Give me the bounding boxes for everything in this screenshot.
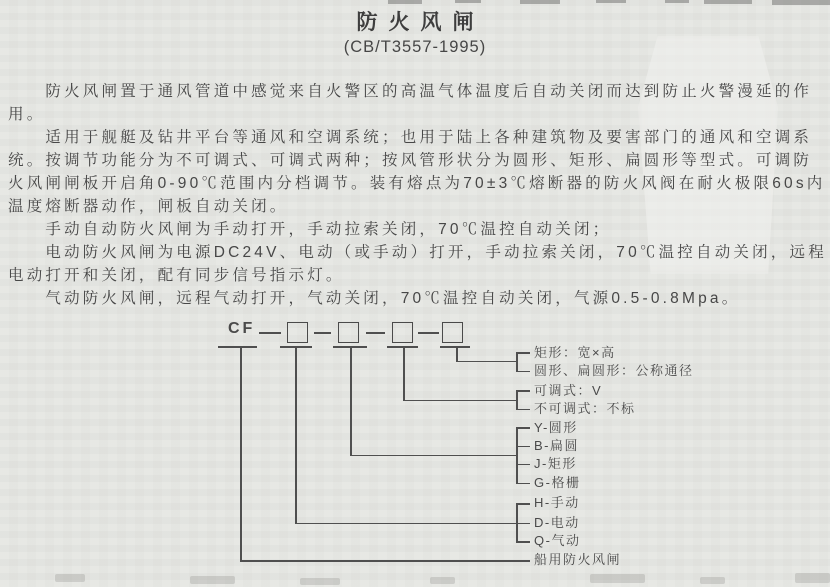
bracket-tick xyxy=(516,523,530,525)
code-box-1 xyxy=(287,322,308,343)
scan-artifact xyxy=(520,0,560,4)
diagram-label-adjustable: 可调式：V xyxy=(534,383,603,398)
connector-horizontal-1 xyxy=(295,523,517,525)
connector-vertical-3 xyxy=(403,346,405,401)
body-line: 温度熔断器动作，闸板自动关闭。 xyxy=(8,198,289,215)
body-text xyxy=(8,80,826,310)
code-dash xyxy=(314,332,331,334)
scan-artifact xyxy=(590,574,645,583)
scan-artifact xyxy=(55,574,85,582)
scan-artifact xyxy=(704,0,752,4)
doc-title: 防火风闸 xyxy=(356,11,485,34)
body-line: 手动自动防火风闸为手动打开，手动拉索关闭，70℃温控自动关闭； xyxy=(8,221,612,238)
body-line: 适用于舰艇及钻井平台等通风和空调系统；也用于陆上各种建筑物及要害部门的通风和空调系 xyxy=(8,129,813,146)
connector-horizontal-3 xyxy=(403,400,517,402)
code-box-3 xyxy=(392,322,413,343)
scan-artifact xyxy=(772,0,830,5)
code-underline xyxy=(218,346,257,348)
scan-artifact xyxy=(300,578,340,585)
scan-artifact xyxy=(700,577,725,584)
scan-artifact xyxy=(190,576,235,584)
bracket-tick xyxy=(516,371,530,373)
body-line: 气动防火风闸，远程气动打开，气动关闭，70℃温控自动关闭，气源0.5-0.8Mpa。 xyxy=(8,290,741,307)
bracket-tick xyxy=(516,390,530,392)
diagram-label-shape-y: Y-圆形 xyxy=(534,420,578,435)
diagram-label-actuation-q: Q-气动 xyxy=(534,533,581,548)
diagram-label-shape-b: B-扁圆 xyxy=(534,438,580,453)
connector-vertical-2 xyxy=(350,346,352,455)
doc-standard-number: (CB/T3557-1995) xyxy=(343,38,487,56)
diagram-label-shape-g: G-格栅 xyxy=(534,475,581,490)
bracket-tick xyxy=(516,541,530,543)
bracket-tick xyxy=(516,464,530,466)
diagram-label-shape-j: J-矩形 xyxy=(534,456,577,471)
code-dash xyxy=(259,332,281,334)
model-code-prefix: CF xyxy=(228,320,256,337)
bracket-tick xyxy=(516,427,530,429)
diagram-label-product-name: 船用防火风闸 xyxy=(534,552,622,567)
scan-artifact xyxy=(596,0,626,3)
code-underline xyxy=(440,346,470,348)
bracket-tick xyxy=(516,352,530,354)
bracket-tick xyxy=(516,483,530,485)
body-line: 电动打开和关闭，配有同步信号指示灯。 xyxy=(8,267,345,284)
bracket-shape xyxy=(516,427,518,484)
diagram-label-rect-dims: 矩形：宽×高 xyxy=(534,345,616,360)
connector-vertical-cf xyxy=(240,346,242,561)
connector-horizontal-4 xyxy=(456,361,517,363)
bracket-tick xyxy=(516,446,530,448)
body-line: 统。按调节功能分为不可调式、可调式两种；按风管形状分为圆形、矩形、扁圆形等型式。可调防 xyxy=(8,152,813,169)
code-dash xyxy=(418,332,439,334)
bracket-tick xyxy=(516,503,530,505)
scan-artifact xyxy=(665,0,689,3)
body-line: 防火风闸置于通风管道中感觉来自火警区的高温气体温度后自动关闭而达到防止火警漫延的作 xyxy=(8,83,813,100)
scan-artifact xyxy=(388,0,422,4)
scan-artifact xyxy=(430,577,455,584)
diagram-label-nonadjustable: 不可调式：不标 xyxy=(534,401,636,416)
connector-horizontal-2 xyxy=(350,455,517,457)
diagram-label-actuation-h: H-手动 xyxy=(534,495,580,510)
scan-artifact xyxy=(455,0,481,3)
connector-vertical-1 xyxy=(295,346,297,524)
diagram-label-actuation-d: D-电动 xyxy=(534,515,580,530)
code-box-4 xyxy=(442,322,463,343)
body-line: 用。 xyxy=(8,106,46,123)
connector-horizontal-cf xyxy=(240,560,530,562)
body-line: 电动防火风闸为电源DC24V、电动（或手动）打开，手动拉索关闭，70℃温控自动关闭，远程 xyxy=(8,244,827,261)
bracket-adjustable xyxy=(516,390,518,410)
scan-artifact xyxy=(795,573,830,583)
bracket-dimensions xyxy=(516,352,518,372)
diagram-label-round-dims: 圆形、扁圆形：公称通径 xyxy=(534,363,694,378)
code-box-2 xyxy=(338,322,359,343)
bracket-tick xyxy=(516,409,530,411)
body-line: 火风闸闸板开启角0-90℃范围内分档调节。装有熔点为70±3℃熔断器的防火风阀在耐火极限60s内 xyxy=(8,175,826,192)
code-dash xyxy=(366,332,385,334)
